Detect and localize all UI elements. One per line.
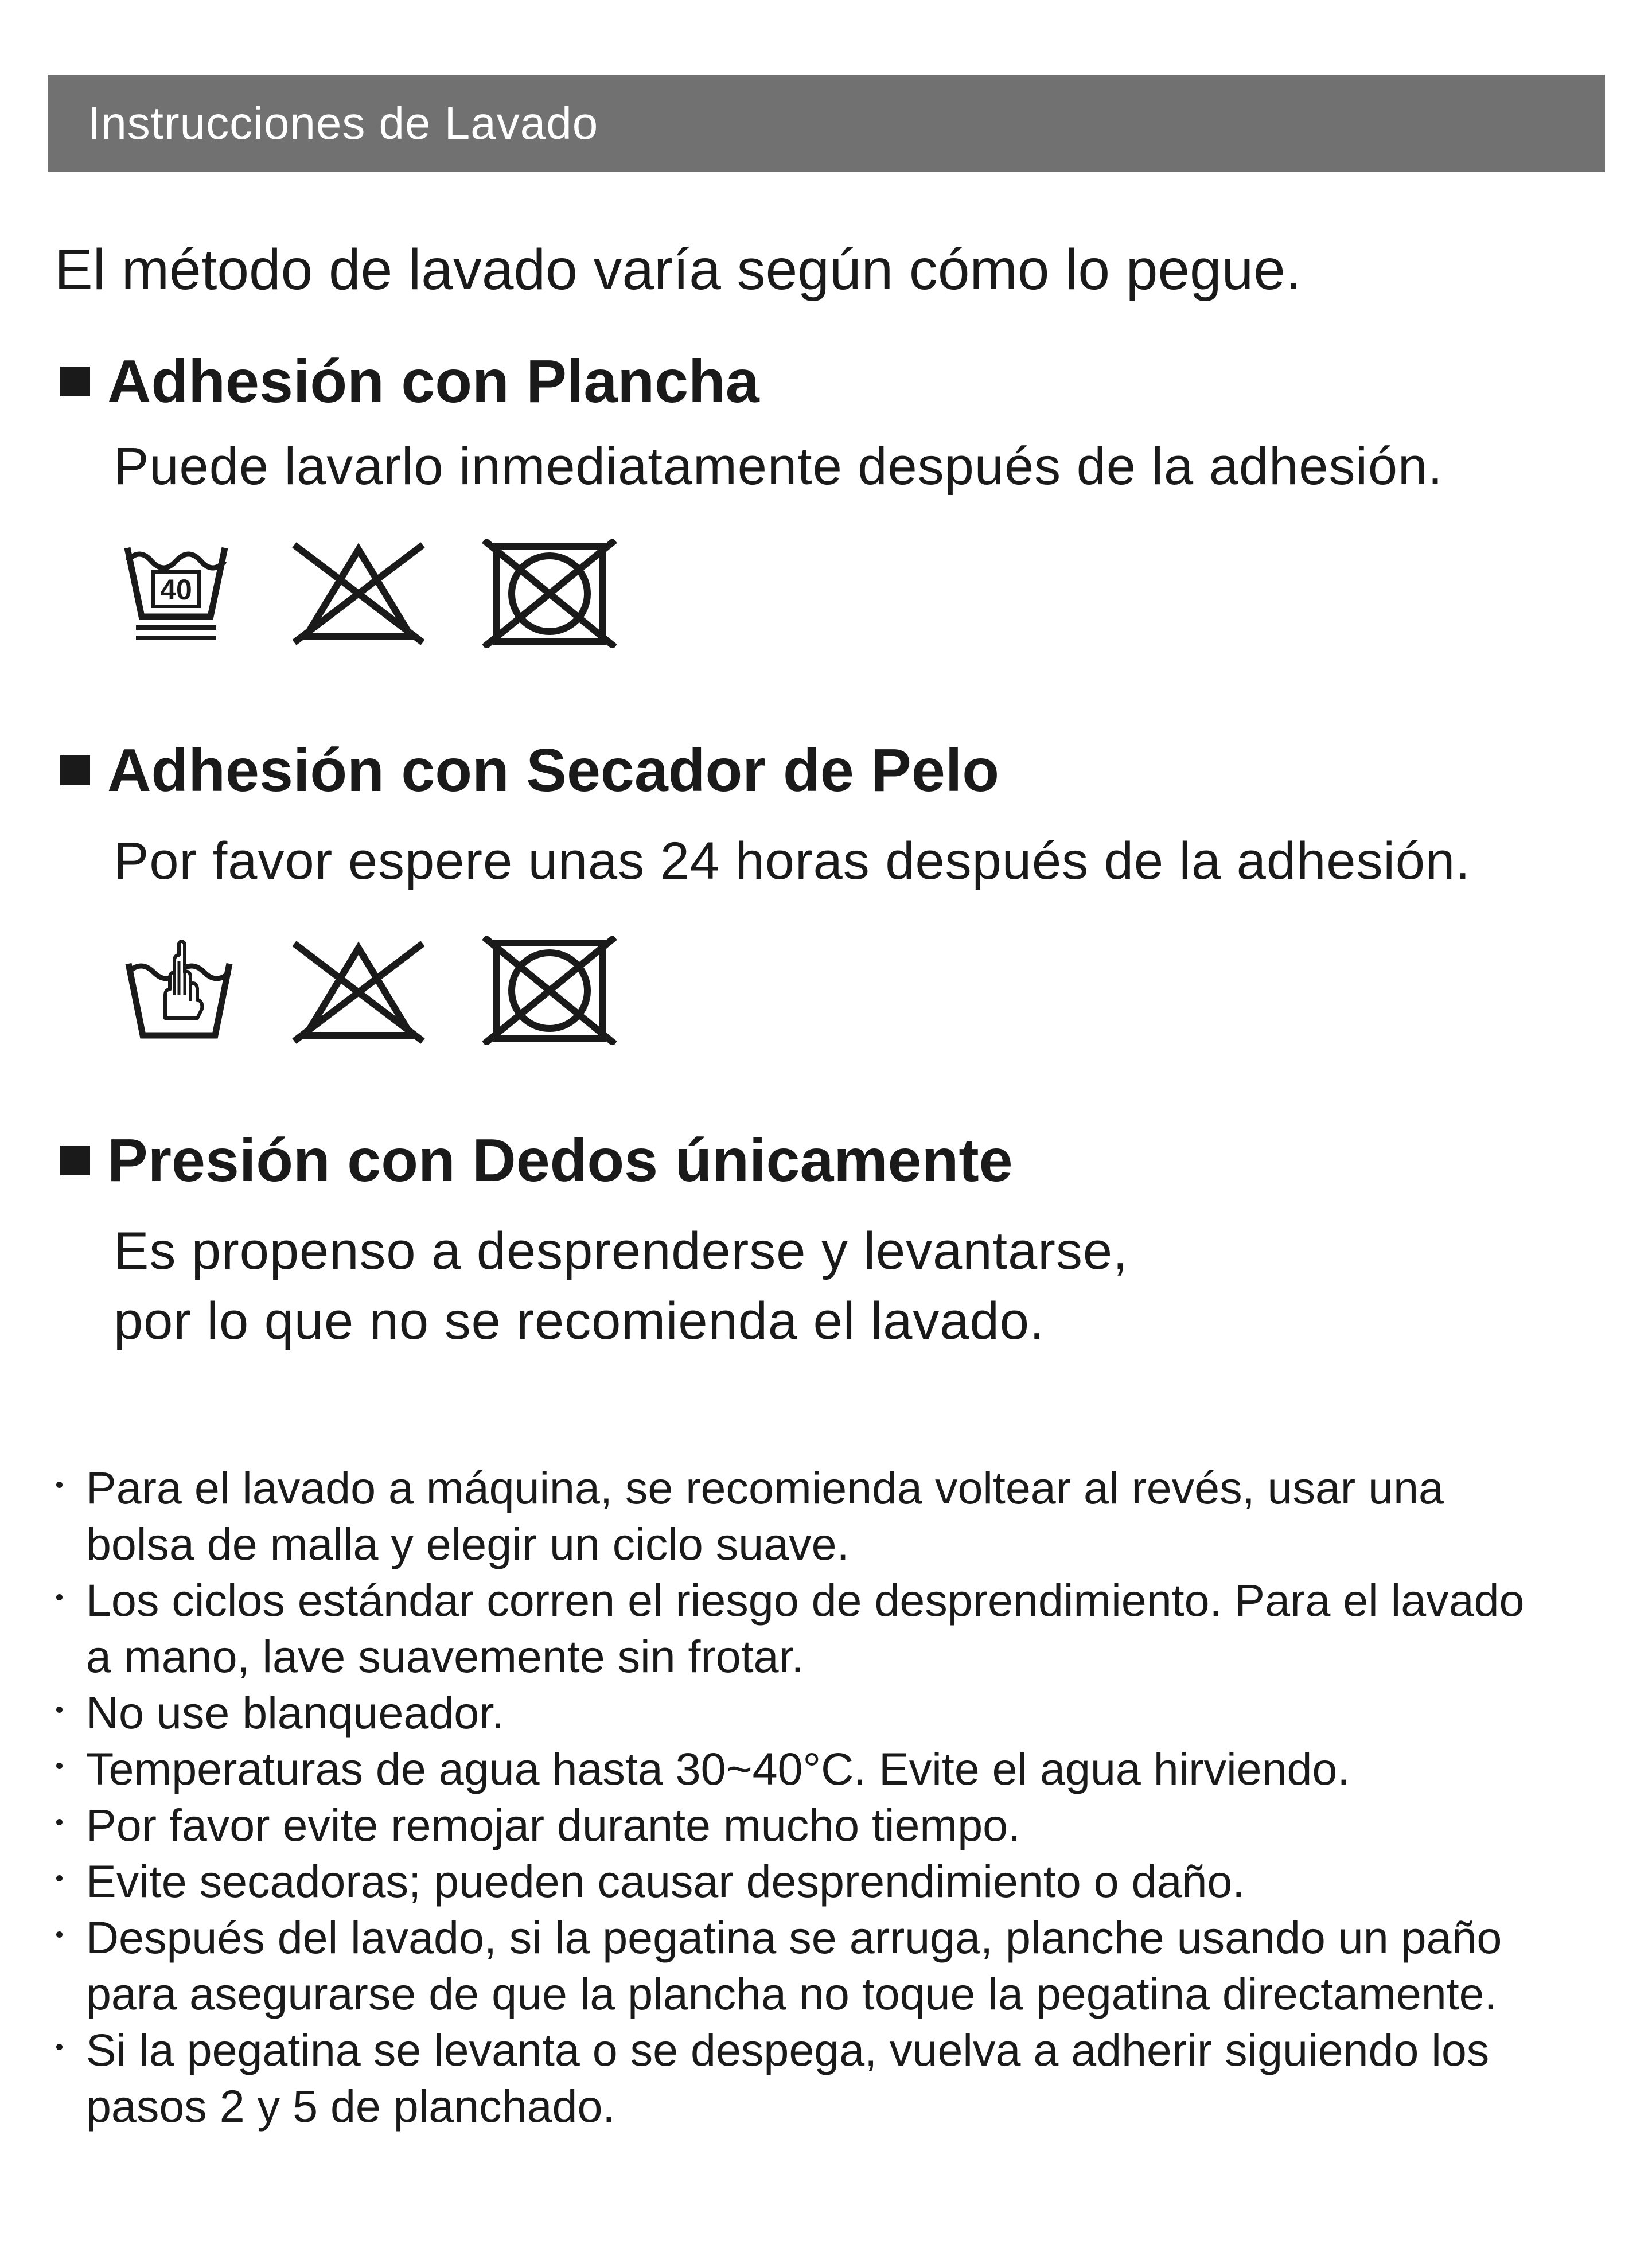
bullet-dot-icon: [56, 2044, 63, 2050]
no-bleach-icon: [290, 539, 427, 648]
list-item: [52, 1741, 1600, 1797]
no-tumble-dry-icon: [481, 539, 618, 648]
section-description-iron: Puede lavarlo inmediatamente después de la adhesión.: [114, 437, 1443, 496]
list-item: [52, 1460, 1600, 1572]
section-heading-label: Adhesión con Plancha: [107, 348, 759, 415]
section-heading-label: Adhesión con Secador de Pelo: [107, 737, 1000, 804]
machine-wash-40-gentle-icon: [122, 539, 231, 648]
list-item: [52, 1910, 1600, 2022]
square-bullet-icon: [60, 755, 90, 785]
care-notes-list: [52, 1460, 1600, 2134]
bullet-dot-icon: [56, 1594, 63, 1600]
bullet-dot-icon: [56, 1763, 63, 1769]
intro-text: El método de lavado varía según cómo lo pegue.: [54, 237, 1302, 302]
list-item: [52, 1797, 1600, 1853]
bullet-dot-icon: [56, 1707, 63, 1713]
section-heading-label: Presión con Dedos únicamente: [107, 1127, 1013, 1194]
note-line: bolsa de malla y elegir un ciclo suave.: [86, 1518, 850, 1569]
list-item: [52, 1853, 1600, 1910]
note-line: Evite secadoras; pueden causar desprendimiento o daño.: [86, 1856, 1245, 1907]
section-heading-hair-dryer: [60, 734, 999, 807]
note-line: Los ciclos estándar corren el riesgo de desprendimiento. Para el lavado: [86, 1575, 1525, 1626]
section-description-finger-pressure-line-1: Es propenso a desprenderse y levantarse,: [114, 1222, 1128, 1280]
hand-wash-icon: [122, 938, 236, 1041]
note-line: No use blanqueador.: [86, 1687, 505, 1738]
wash-temperature-label: 40: [160, 574, 192, 606]
note-line: para asegurarse de que la plancha no toque la pegatina directamente.: [86, 1968, 1497, 2019]
page-title: Instrucciones de Lavado: [88, 98, 599, 149]
header-bar: [48, 75, 1605, 172]
note-line: Temperaturas de agua hasta 30~40°C. Evite el agua hirviendo.: [86, 1743, 1350, 1794]
note-line: Por favor evite remojar durante mucho tiempo.: [86, 1799, 1021, 1850]
no-bleach-icon: [290, 938, 427, 1047]
square-bullet-icon: [60, 1146, 90, 1175]
no-tumble-dry-icon: [481, 936, 618, 1045]
list-item: [52, 1572, 1600, 1685]
list-item: [52, 1685, 1600, 1741]
square-bullet-icon: [60, 367, 90, 396]
bullet-dot-icon: [56, 1931, 63, 1938]
note-line: pasos 2 y 5 de planchado.: [86, 2081, 615, 2132]
bullet-dot-icon: [56, 1819, 63, 1825]
bullet-dot-icon: [56, 1875, 63, 1881]
section-heading-iron: [60, 345, 759, 418]
bullet-dot-icon: [56, 1482, 63, 1488]
note-line: a mano, lave suavemente sin frotar.: [86, 1631, 804, 1682]
note-line: Si la pegatina se levanta o se despega, vuelva a adherir siguiendo los: [86, 2024, 1490, 2075]
section-description-hair-dryer: Por favor espere unas 24 horas después de la adhesión.: [114, 832, 1471, 890]
section-description-finger-pressure-line-2: por lo que no se recomienda el lavado.: [114, 1292, 1045, 1350]
note-line: Para el lavado a máquina, se recomienda voltear al revés, usar una: [86, 1462, 1444, 1513]
list-item: [52, 2022, 1600, 2134]
note-line: Después del lavado, si la pegatina se arruga, planche usando un paño: [86, 1912, 1502, 1963]
section-heading-finger-pressure: [60, 1124, 1013, 1197]
